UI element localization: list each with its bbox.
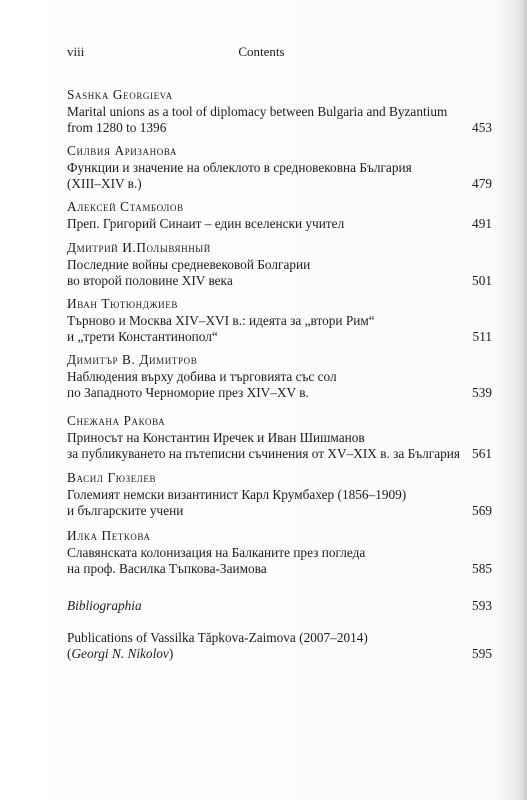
entry-page-number: 453 [472,120,492,135]
entry-title-line: по Западното Черноморие през XIV–XV в. [67,385,309,400]
entry-title-line: Преп. Григорий Синаит – един вселенски учител [67,215,345,231]
entry-title-line: за публикуването на пътеписни съчинения от XV–XIX в. за България [67,446,461,461]
entry-title-line: Наблюдения върху добива и търговията със сол [67,368,337,384]
entry-page-number: 501 [472,273,492,288]
entry-title-line-last [67,216,492,233]
page-folio: viii [67,44,85,59]
bibliography-page-number: 593 [472,598,492,613]
entry-author: Дмитрий И.Полывянный [67,240,211,255]
entry-page-number: 491 [472,215,492,231]
paren-open: ( [67,646,72,661]
toc-entry [67,528,492,578]
entry-page-number: 569 [472,503,492,518]
entry-title-line: и „трети Константинопол“ [67,329,218,344]
entry-title-line: Приносът на Константин Иречек и Иван Шишманов [67,429,365,445]
entry-page-number: 539 [472,385,492,400]
toc-entry [67,143,492,193]
toc-entry [67,199,492,232]
toc-entry [67,352,492,402]
entry-page-number: 585 [472,561,492,576]
entry-title-line: и българските учени [67,503,184,518]
entry-title-line: from 1280 to 1396 [67,120,167,135]
entry-title-line: Търново и Москва XIV–XVI в.: идеята за „втори Рим“ [67,312,375,328]
toc-entry [67,87,492,137]
bibliography-section [67,598,492,663]
entry-title-line-last [67,385,492,402]
bibliography-heading: Bibliographia [67,598,142,613]
entry-title-line-last [67,273,492,290]
entry-title-line: Функции и значение на облеклото в средновековна България [67,159,412,175]
entry-author: Алексей Стамболов [67,199,184,214]
entry-page-number: 511 [472,329,492,344]
entry-author: Силвия Аризанова [67,143,177,158]
entry-title-line-last [67,176,492,193]
bibliography-heading-row [67,598,492,615]
bibliography-entry-page-number: 595 [472,646,492,661]
entry-title-line: Славянската колонизация на Балканите през погледа [67,544,366,560]
running-header [67,44,456,62]
section-spacer [67,615,492,630]
entry-title-line-last [67,503,492,520]
entry-title-line-last [67,446,492,463]
toc-entry [67,240,492,290]
bibliography-entry-author: Georgi N. Nikolov [71,646,169,661]
entry-title-line-last [67,329,492,346]
entry-author: Васил Гюзелев [67,470,157,485]
entry-author: Димитър В. Димитров [67,352,198,367]
entry-title-line: Marital unions as a tool of diplomacy between Bulgaria and Byzantium [67,103,448,119]
entry-title-line-last [67,120,492,137]
entry-page-number: 561 [472,446,492,461]
entry-author: Снежана Ракова [67,413,166,428]
running-title: Contents [238,44,285,59]
entry-title-line-last [67,561,492,578]
entry-author: Иван Тютюнджиев [67,296,178,311]
entry-title-line: (XIII–XIV в.) [67,176,142,191]
toc-entry [67,470,492,520]
entry-title-line: на проф. Василка Тъпкова-Заимова [67,561,267,576]
entry-title-line: во второй половине XIV века [67,273,233,288]
entry-title-line: Последние войны средневековой Болгарии [67,256,311,272]
toc-entry [67,296,492,346]
toc-entry [67,413,492,463]
entry-author: Илка Петкова [67,528,151,543]
paren-close: ) [168,646,174,661]
entry-title-line: Големият немски византинист Карл Крумбахер (1856–1909) [67,486,407,502]
bibliography-entry-title: Publications of Vassilka Tăpkova-Zaimova (2007–2014) [67,629,368,645]
entry-author: Sashka Georgieva [67,87,173,102]
bibliography-entry-author-row [67,646,492,663]
entry-page-number: 479 [472,176,492,191]
